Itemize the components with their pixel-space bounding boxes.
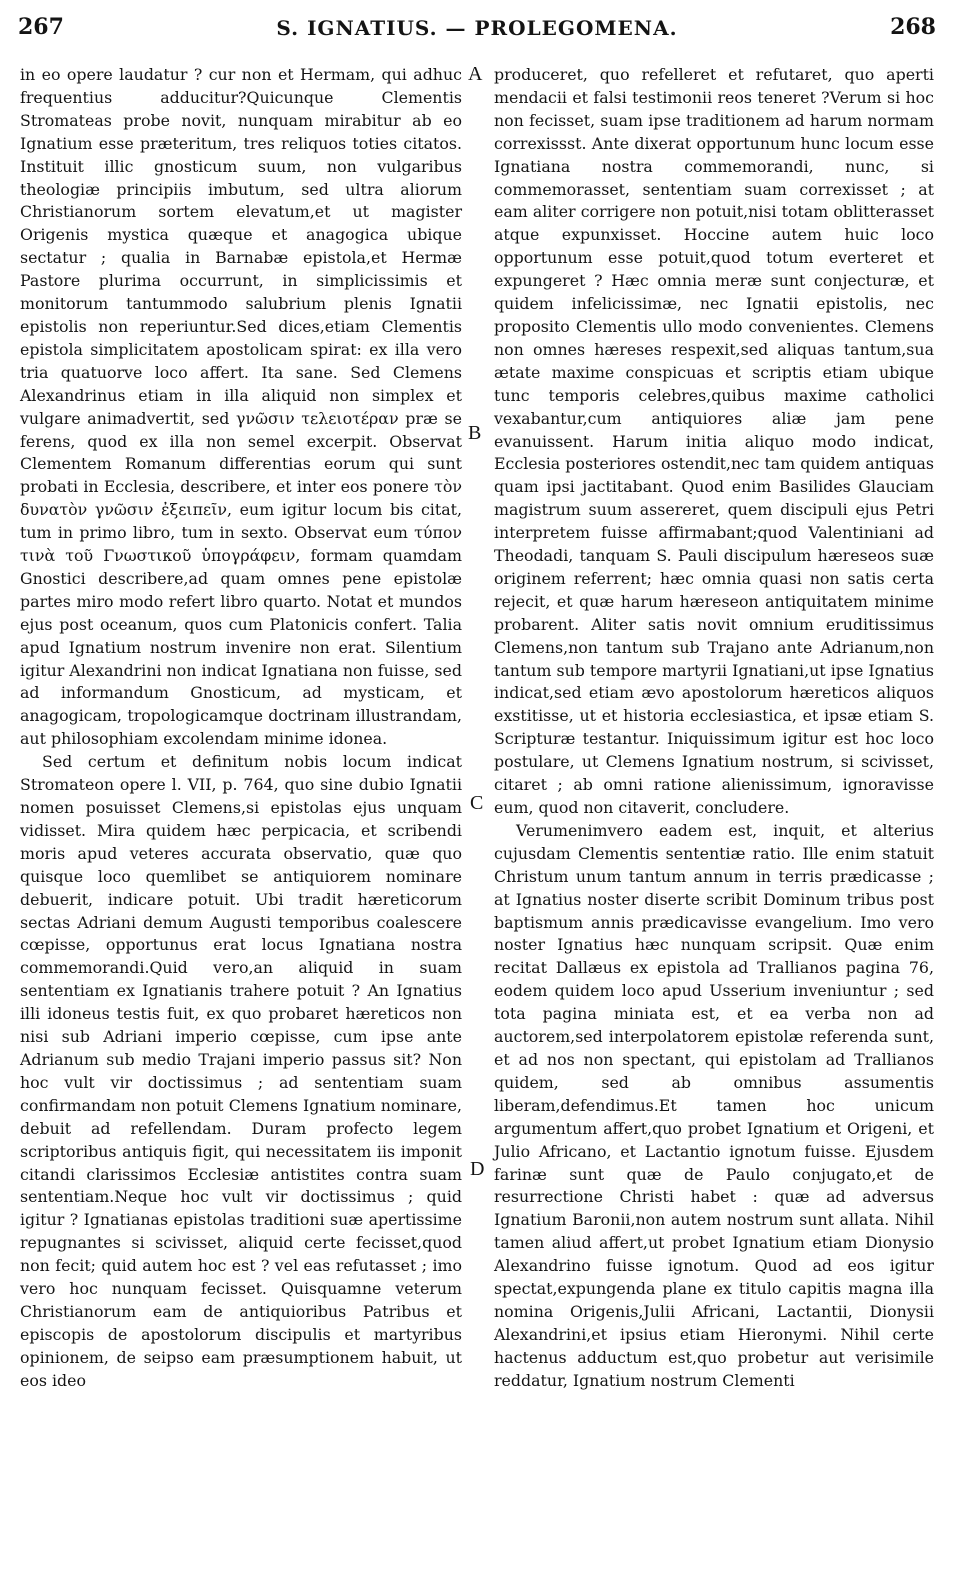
running-title: S. IGNATIUS. — PROLEGOMENA. xyxy=(276,16,678,40)
margin-marker-b: B xyxy=(468,422,482,444)
right-page-number: 268 xyxy=(890,14,936,40)
paragraph: Sed certum et definitum nobis locum indicat Stromateon opere l. VII, p. 764, quo sine dubio Ignatii nomen posuisset Clemens,si epistolas ejus unquam vidisset. Mira quidem hæc perpicacia, et scribendi moris apud veteres accurata observatio, quæ quo quisque loco quemlibet se antiquiorem nominare debuerit, indicare potuit. Ubi tradit hæreticorum sectas Adriani demum Augusti temporibus coalescere cœpisse, opportunus erat locus Ignatiana nostra commemorandi.Quid vero,an aliquid in suam sententiam ex Ignatianis trahere potuit ? An Ignatius illi idoneus testis fuit, ex quo probaret hæreticos non nisi sub Adriani imperio cœpisse, cum ipse ante Adrianum sub medio Trajani imperio passus sit? Non hoc vult vir doctissimus ; ad sententiam suam confirmandam non potuit Clemens Ignatium nominare, debuit ad refellendam. Duram profecto legem scriptoribus antiquis figit, qui necessitatem iis imponit citandi clarissimos Ecclesiæ antistites contra suam sententiam.Neque hoc vult vir doctissimus ; quid igitur ? Ignatianas epistolas traditioni suæ apertissime repugnantes si scivisset, aliquid certe fecisset,quod non fecit; quid autem hoc est ? vel eas refutasset ; imo vero hoc nunquam fecisset. Quisquamne veterum Christianorum eam de antiquioribus Patribus et episcopis de apostolorum discipulis et martyribus opinionem, de seipso eam præsumptionem habuit, ut eos ideo xyxy=(20,752,462,1390)
right-column xyxy=(494,64,934,1393)
paragraph: in eo opere laudatur ? cur non et Hermam, qui adhuc frequentius adducitur?Quicunque Clementis Stromateas probe novit, nunquam mirabitur ab eo Ignatium esse præteritum, tres reliquos toties citatos. Instituit illic gnosticum suum, non vulgaribus theologiæ principiis imbutum, sed ultra aliorum Christianorum sortem elevatum,et ut magister Origenis mystica quæque et anagogica ubique sectatur ; qualia in Barnabæ epistola,et Hermæ Pastore plurima occurrunt, in simplicissimis et monitorum tantummodo salubrium plenis Ignatii epistolis non reperiuntur.Sed dices,etiam Clementis epistola simplicitatem apostolicam spirat: ex illa vero tria quatuorve loco affert. Ita sane. Sed Clemens Alexandrinus etiam in illa aliquid non simplex et vulgare animadvertit, sed γνῶσιν τελειοτέραν præ se ferens, quod ex illa non semel excerpit. Observat Clementem Romanum differentias eorum qui sunt probati in Ecclesia, describere, et inter eos ponere τὸν δυνατὸν γνῶσιν ἐξειπεῖν, eum igitur locum bis citat, tum in primo libro, tum in sexto. Observat eum τύπον τινὰ τοῦ Γνωστικοῦ ὑπογράφειν, formam quamdam Gnostici describere,ad quam omnes pene epistolæ partes miro modo refert libro quarto. Notat et mundos ejus post oceanum, quos cum Platonicis confert. Talia apud Ignatium nostrum invenire non erat. Silentium igitur Alexandrini non indicat Ignatiana non fuisse, sed ad informandum Gnosticum, ad mysticam, et anagogicam, tropologicamque doctrinam illustrandam, aut philosophiam excolendam minime idonea. xyxy=(20,65,462,749)
page-header xyxy=(18,12,936,46)
margin-marker-a: A xyxy=(468,63,483,85)
margin-marker-c: C xyxy=(470,792,484,814)
paragraph: Verumenimvero eadem est, inquit, et alterius cujusdam Clementis sententiæ ratio. Ille enim statuit Christum unum tantum annum in terris prædicasse ; at Ignatius noster diserte scribit Dominum tribus post baptismum annis prædicavisse evangelium. Imo vero noster Ignatius hæc nunquam scripsit. Quæ enim recitat Dallæus ex epistola ad Trallianos pagina 76, eodem quidem loco apud Usserium inveniuntur ; sed tota pagina miniata est, et ea verba non ad auctorem,sed interpolatorem epistolæ referenda sunt, et ad nos non spectant, qui epistolam ad Trallianos quidem, sed ab omnibus assumentis liberam,defendimus.Et tamen hoc unicum argumentum affert,quo probet Ignatium et Origeni, et Julio Africano, et Lactantio ignotum fuisse. Ejusdem farinæ sunt quæ de Paulo conjugato,et de resurrectione Christi habet : quæ ad adversus Ignatium Baronii,non autem nostrum sunt allata. Nihil tamen aliud affert,ut probet Ignatium etiam Dionysio Alexandrino fuisse ignotum. Quod ad eos igitur spectat,expungenda plane ex titulo capitis magna illa nomina Origenis,Julii Africani, Lactantii, Dionysii Alexandrini,et ipsius etiam Hieronymi. Nihil certe hactenus adductum est,quo probetur aut verisimile reddatur, Ignatium nostrum Clementi xyxy=(494,820,934,1390)
left-column xyxy=(20,64,462,1393)
margin-marker-d: D xyxy=(470,1158,485,1180)
paragraph: produceret, quo refelleret et refutaret, quo aperti mendacii et falsi testimonii reos teneret ?Verum si hoc non fecisset, suam ipse traditionem ad harum normam correxissst. Ante dixerat opportunum hunc locum esse Ignatiana nostra commemorandi, nunc, si commemorasset, sententiam suam correxisset ; at eam aliter corrigere non potuit,nisi totam oblitterasset atque expunxisset. Hoccine autem huic loco opportunum esse potuit,quod totum everteret et expungeret ? Hæc omnia meræ sunt conjecturæ, et quidem infelicissimæ, nec Ignatii epistolis, nec proposito Clementis ullo modo convenientes. Clemens non omnes hæreses respexit,sed aliquas tantum,sua ætate maxime conspicuas et scriptis etiam ubique tunc temporis celebres,quibus maxime catholici vexabantur,cum antiquiores aliæ jam pene evanuissent. Harum initia aliquo modo indicat, Ecclesia posteriores ostendit,nec tam quidem antiquas quam ipsi jactitabant. Quod enim Basilides Glauciam magistrum suum assereret, quem discipuli ejus Petri interpretem fuisse affirmabant;quod Valentiniani ad Theodadi, tanquam S. Pauli discipulum hæreseos suæ originem referrent; hæc omnia quasi non satis certa rejecit, et quæ harum hæreseon antiquitatem minime probarent. Aliter satis novit omnium eruditissimus Clemens,non tantum sub Trajano ante Adrianum,non tantum sub tempore martyrii Ignatiani,ut ipse Ignatius indicat,sed etiam ævo apostolorum hæreticos aliquos exstitisse, ut et historia ecclesiastica, et ipsæ etiam S. Scripturæ testantur. Iniquissimum igitur est hoc loco postulare, ut Clemens Ignatium nostrum, si scivisset, citaret ; ab omni ratione alienissimum, ignoravisse eum, quod non citaverit, concludere. xyxy=(494,65,934,817)
left-page-number: 267 xyxy=(18,14,64,40)
